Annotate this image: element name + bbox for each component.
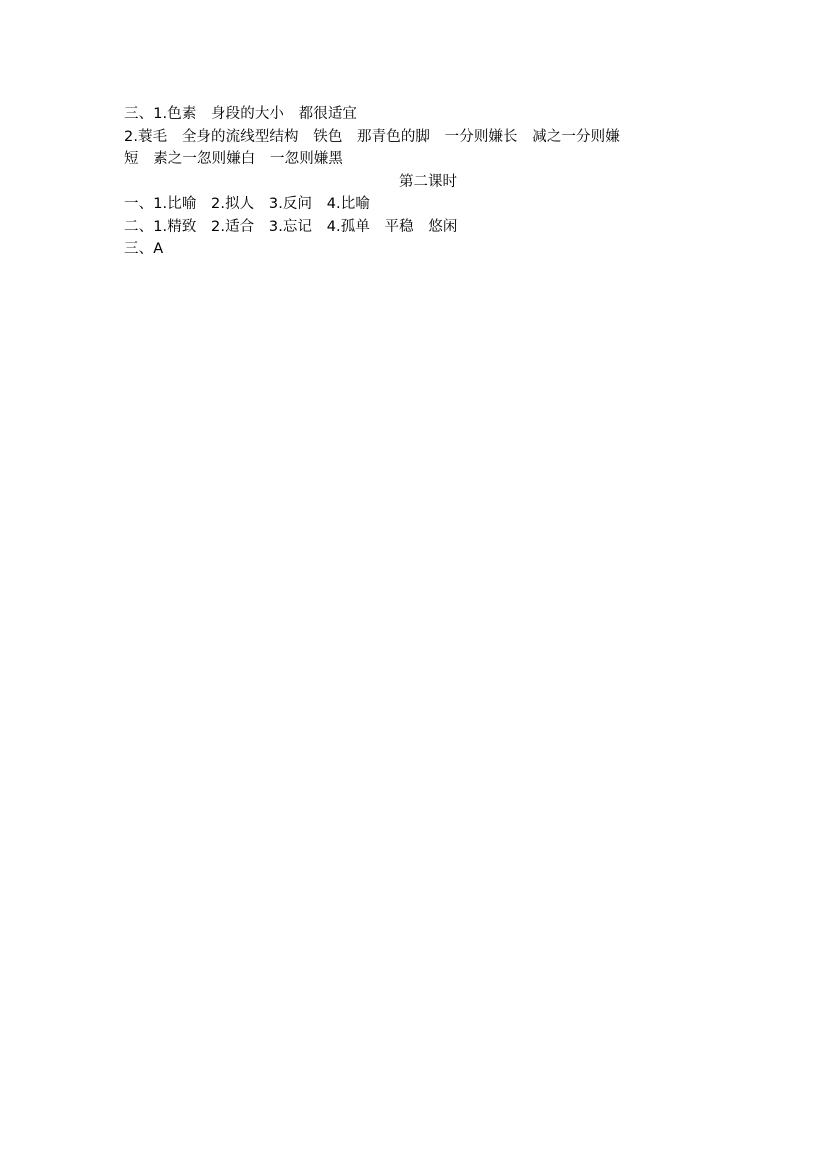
answer-line-section-three: 三、A — [124, 241, 164, 257]
answer-line-section-three-item-one: 三、1.色素 身段的大小 都很适宜 — [124, 106, 358, 122]
lesson-period-heading-text: 第二课时 — [399, 173, 457, 190]
answer-line-section-three-item-two-continued: 短 素之一忽则嫌白 一忽则嫌黑 — [124, 151, 343, 167]
answer-line-section-two: 二、1.精致 2.适合 3.忘记 4.孤单 平稳 悠闲 — [124, 218, 458, 235]
answer-line-section-one: 一、1.比喻 2.拟人 3.反问 4.比喻 — [124, 196, 370, 212]
answer-key-body — [124, 103, 714, 261]
answer-line-section-three-item-two: 2.蓑毛 全身的流线型结构 铁色 那青色的脚 一分则嫌长 减之一分则嫌 — [124, 128, 620, 145]
lesson-period-heading — [124, 171, 714, 194]
